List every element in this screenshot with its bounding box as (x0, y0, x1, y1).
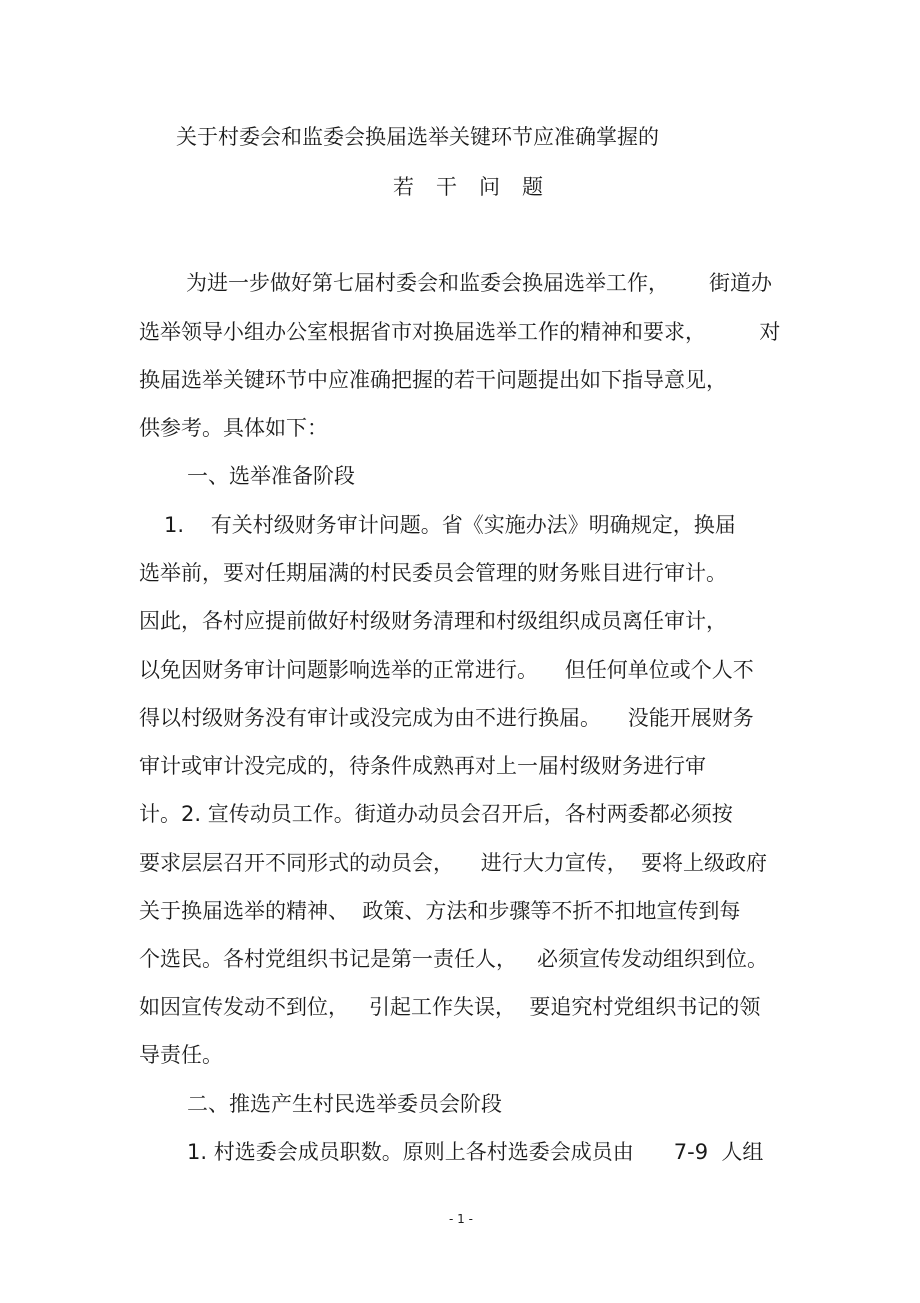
paragraph-line: 计。2. 宣传动员工作。街道办动员会召开后，各村两委都必须按 (139, 802, 733, 826)
paragraph-line: 供参考。具体如下： (139, 416, 328, 440)
paragraph-line: 得以村级财务没有审计或没完成为由不进行换届。 没能开展财务 (139, 706, 754, 730)
paragraph-line: 1. 村选委会成员职数。原则上各村选委会成员由 7-9 人组 (187, 1140, 764, 1164)
paragraph-line: 选举前，要对任期届满的村民委员会管理的财务账目进行审计。 (139, 561, 727, 585)
paragraph-line: 要求层层召开不同形式的动员会， 进行大力宣传， 要将上级政府 (139, 851, 768, 875)
page-number: - 1 - (449, 1212, 473, 1226)
paragraph-line: 以免因财务审计问题影响选举的正常进行。 但任何单位或个人不 (139, 658, 754, 682)
paragraph-line: 换届选举关键环节中应准确把握的若干问题提出如下指导意见， (139, 368, 727, 392)
paragraph-line: 个选民。各村党组织书记是第一责任人， 必须宣传发动组织到位。 (139, 947, 769, 971)
paragraph-line: 审计或审计没完成的，待条件成熟再对上一届村级财务进行审 (139, 754, 706, 778)
document-subtitle: 若干问题 (393, 175, 565, 199)
document-title: 关于村委会和监委会换届选举关键环节应准确掌握的 (176, 125, 659, 149)
paragraph-line: 选举领导小组办公室根据省市对换届选举工作的精神和要求， 对 (139, 320, 781, 344)
section-heading: 一、选举准备阶段 (187, 464, 355, 488)
section-heading: 二、推选产生村民选举委员会阶段 (187, 1092, 502, 1116)
paragraph-line: 导责任。 (139, 1043, 223, 1067)
paragraph-line: 1. 有关村级财务审计问题。省《实施办法》明确规定，换届 (164, 513, 736, 537)
paragraph-line: 如因宣传发动不到位， 引起工作失误， 要追究村党组织书记的领 (139, 995, 761, 1019)
paragraph-line: 关于换届选举的精神、 政策、方法和步骤等不折不扣地宣传到每 (139, 899, 741, 923)
paragraph-line: 为进一步做好第七届村委会和监委会换届选举工作， 街道办 (186, 271, 773, 295)
paragraph-line: 因此，各村应提前做好村级财务清理和村级组织成员离任审计， (139, 609, 727, 633)
